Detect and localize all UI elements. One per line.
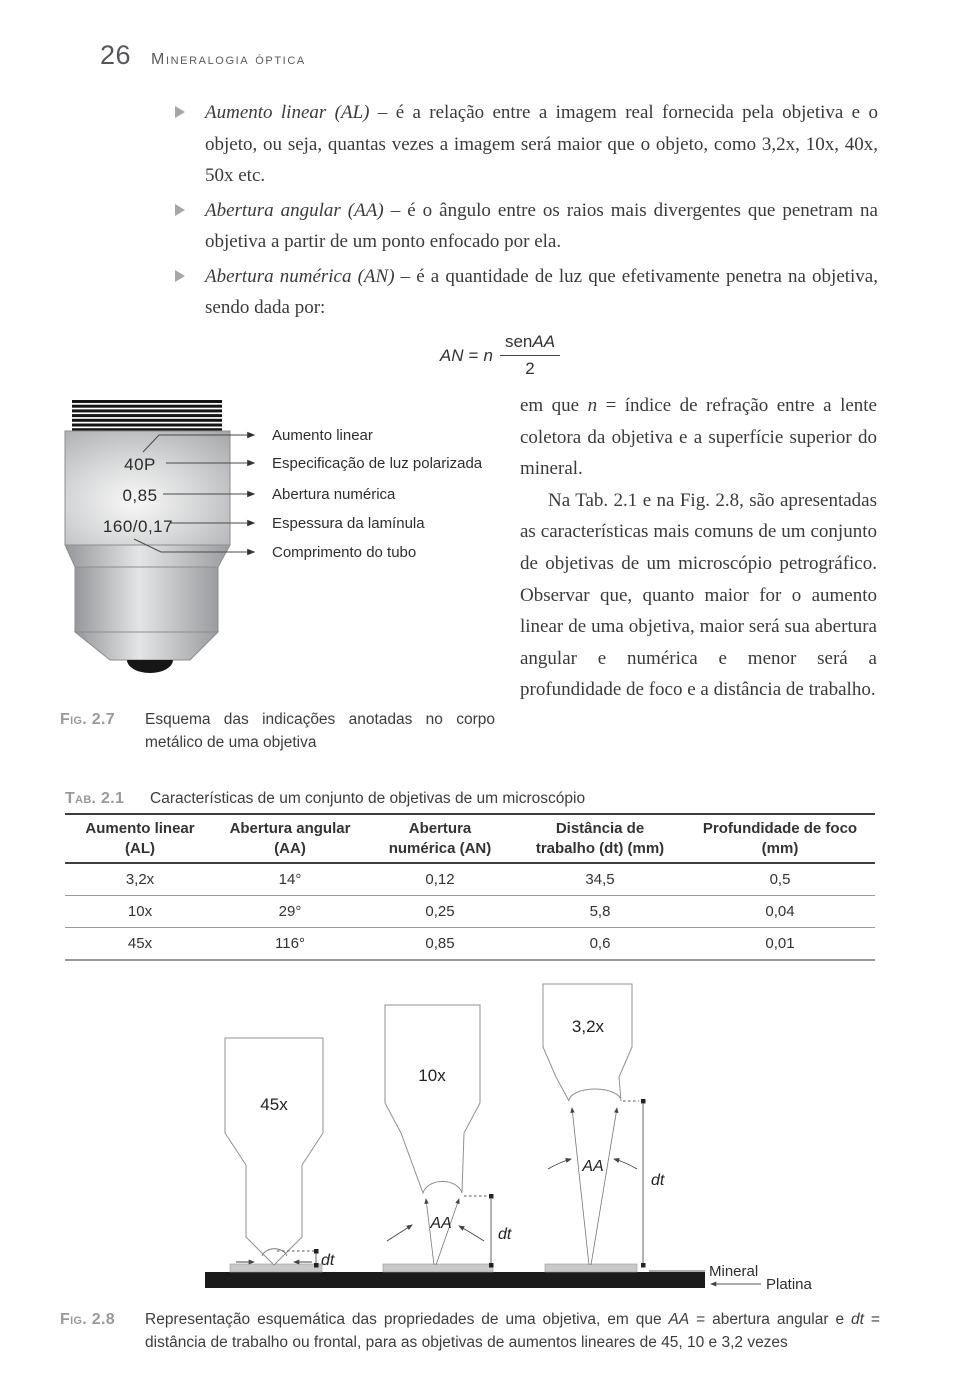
- text-run: em que: [520, 395, 588, 416]
- refraction-index-variable: n: [587, 395, 598, 416]
- dt-label: dt: [498, 1226, 512, 1243]
- table-cell: 0,85: [425, 935, 455, 952]
- light-cone-3-2x: [572, 1108, 617, 1265]
- table-cell: 10x: [127, 903, 153, 920]
- aa-variable: AA: [668, 1311, 690, 1328]
- objective-45x-label: 45x: [260, 1095, 288, 1114]
- platina-label: Platina: [766, 1276, 812, 1293]
- table-2-1-caption: [65, 787, 877, 810]
- objective-properties-diagram: [60, 975, 969, 1305]
- table-tag: Tab. 2.1: [65, 790, 125, 807]
- table-cell: 0,6: [589, 935, 611, 952]
- platina-stage-bar: [205, 1272, 705, 1288]
- light-cone-10x: [426, 1199, 459, 1265]
- dimension-marker: [641, 1263, 646, 1268]
- table-cell: 29°: [278, 903, 302, 920]
- figure-2-7-caption: [60, 708, 495, 754]
- fraction-denominator: 2: [525, 359, 535, 378]
- caption-text: [145, 1308, 880, 1354]
- dimension-marker: [314, 1263, 319, 1268]
- text-run: = índice de refração entre a lente coletora da objetiva e a superfície superior do mineral.: [520, 395, 877, 480]
- paragraph: Na Tab. 2.1 e na Fig. 2.8, são apresentadas as características mais comuns de um conjunto de objetivas de um microscópio petrográfico. Observar que, quanto maior for o aumento linear de uma objetiva, maior será sua abertura angular e numérica e menor será a profundidade de foco e a distância de trabalho.: [520, 489, 877, 701]
- term-label: Abertura angular (AA): [205, 199, 384, 221]
- table-row: [65, 863, 875, 896]
- figure-2-8-caption: [60, 1308, 880, 1354]
- term-definition: – é o ângulo entre os raios mais divergentes que penetram na objetiva a partir de um ponto enfocado por ela.: [205, 199, 878, 252]
- caption-text: Características de um conjunto de objetivas de um microscópio: [150, 790, 586, 807]
- term-label: Aumento linear (AL): [205, 102, 370, 123]
- column-header: Abertura numérica (AN): [388, 820, 492, 857]
- page-number: 26: [100, 40, 132, 70]
- bullet-triangle-icon: [175, 270, 185, 282]
- table-cell: 34,5: [585, 871, 615, 888]
- column-header: Profundidade de foco (mm): [702, 820, 858, 857]
- formula-coefficient: n: [483, 345, 493, 365]
- mineral-slabs: [230, 1264, 637, 1272]
- dt-dimension-3-2x: [623, 1101, 643, 1263]
- tube-length-marking: 160/0,17: [102, 517, 174, 536]
- definition-list: [175, 97, 878, 327]
- numeric-aperture-marking: 0,85: [122, 486, 158, 505]
- figure-tag: Fig. 2.7: [60, 711, 115, 728]
- text-run: = distância de trabalho ou frontal, para as objetivas de aumentos lineares de 45, 10 e 3,2 vezes: [145, 1311, 880, 1351]
- objective-3-2x-label: 3,2x: [571, 1017, 605, 1036]
- table-cell: 0,12: [425, 871, 455, 888]
- label-aumento-linear: Aumento linear: [272, 427, 373, 444]
- caption-text: Esquema das indicações anotadas no corpo metálico de uma objetiva: [145, 711, 495, 751]
- table-cell: 14°: [278, 871, 302, 888]
- objective-markings-diagram: [60, 395, 510, 705]
- dimension-marker: [489, 1194, 494, 1199]
- formula-fraction: [500, 332, 560, 379]
- marking-labels: [272, 427, 483, 561]
- label-espessura-laminula: Espessura da lamínula: [272, 515, 425, 532]
- label-comprimento-tubo: Comprimento do tubo: [272, 544, 417, 561]
- objective-10x-outline: [385, 1005, 480, 1193]
- sine-function: sen: [504, 332, 533, 351]
- list-item: [175, 261, 878, 324]
- term-label: Abertura numérica (AN): [205, 265, 395, 287]
- table-cell: 116°: [275, 935, 305, 952]
- objective-45x: [225, 1038, 335, 1269]
- objective-45x-outline: [225, 1038, 323, 1265]
- table-cell: 0,5: [769, 871, 791, 888]
- objective-3-2x-outline: [543, 984, 632, 1101]
- list-item: [175, 195, 878, 258]
- formula-equals: =: [468, 345, 479, 365]
- term-definition: – é a relação entre a imagem real fornecida pela objetiva e o objeto, ou seja, quantas vezes a imagem será maior que o objeto, como 3,2x, 10x, 40x, 50x etc.: [205, 102, 878, 186]
- running-head: [100, 40, 306, 71]
- running-title: Mineralogia óptica: [151, 51, 306, 68]
- term-definition: – é a quantidade de luz que efetivamente penetra na objetiva, sendo dada por:: [205, 265, 878, 318]
- table-header-row: [65, 814, 875, 863]
- objectives-characteristics-table: [65, 813, 875, 961]
- text-run: Representação esquemática das propriedades de uma objetiva, em que: [145, 1311, 669, 1328]
- table-cell: 0,01: [765, 935, 795, 952]
- fraction-numerator: [500, 332, 560, 356]
- column-header: Distância de trabalho (dt) (mm): [535, 820, 665, 857]
- dt-label: dt: [321, 1252, 335, 1269]
- objective-threads: [72, 400, 222, 431]
- table-cell: 0,04: [765, 903, 795, 920]
- table-cell: 5,8: [589, 903, 611, 920]
- dt-dimension-10x: [464, 1196, 491, 1263]
- figure-tag: Fig. 2.8: [60, 1311, 115, 1328]
- bullet-triangle-icon: [175, 204, 185, 216]
- bullet-triangle-icon: [175, 106, 185, 118]
- objective-10x-label: 10x: [418, 1066, 446, 1085]
- mineral-label: Mineral: [709, 1263, 759, 1280]
- aa-label: AA: [582, 1158, 604, 1175]
- dimension-marker: [641, 1099, 646, 1104]
- table-cell: 3,2x: [125, 871, 155, 888]
- objective-10x: [385, 1005, 512, 1268]
- table-cell: 45x: [127, 935, 153, 952]
- body-text-column: [520, 390, 877, 706]
- formula-lhs: AN: [439, 345, 464, 365]
- label-luz-polarizada: Especificação de luz polarizada: [272, 455, 483, 472]
- table-row: [65, 896, 875, 928]
- magnification-marking: 40P: [124, 455, 156, 474]
- label-abertura-numerica: Abertura numérica: [272, 486, 396, 503]
- paragraph: [520, 390, 877, 485]
- list-item: [175, 97, 878, 192]
- text-run: = abertura angular e: [689, 1311, 852, 1328]
- dimension-marker: [314, 1249, 319, 1254]
- objective-3-2x: [543, 984, 665, 1268]
- aa-label: AA: [430, 1215, 452, 1232]
- table-cell: 0,25: [425, 903, 455, 920]
- angle-variable: AA: [532, 332, 556, 351]
- table-row: [65, 928, 875, 961]
- dt-label: dt: [651, 1172, 665, 1189]
- dimension-marker: [489, 1263, 494, 1268]
- dt-variable: dt: [851, 1311, 864, 1328]
- front-lens: [127, 660, 173, 673]
- column-header: Aumento linear (AL): [85, 820, 195, 857]
- column-header: Abertura angular (AA): [229, 820, 351, 857]
- numeric-aperture-formula: [440, 332, 560, 379]
